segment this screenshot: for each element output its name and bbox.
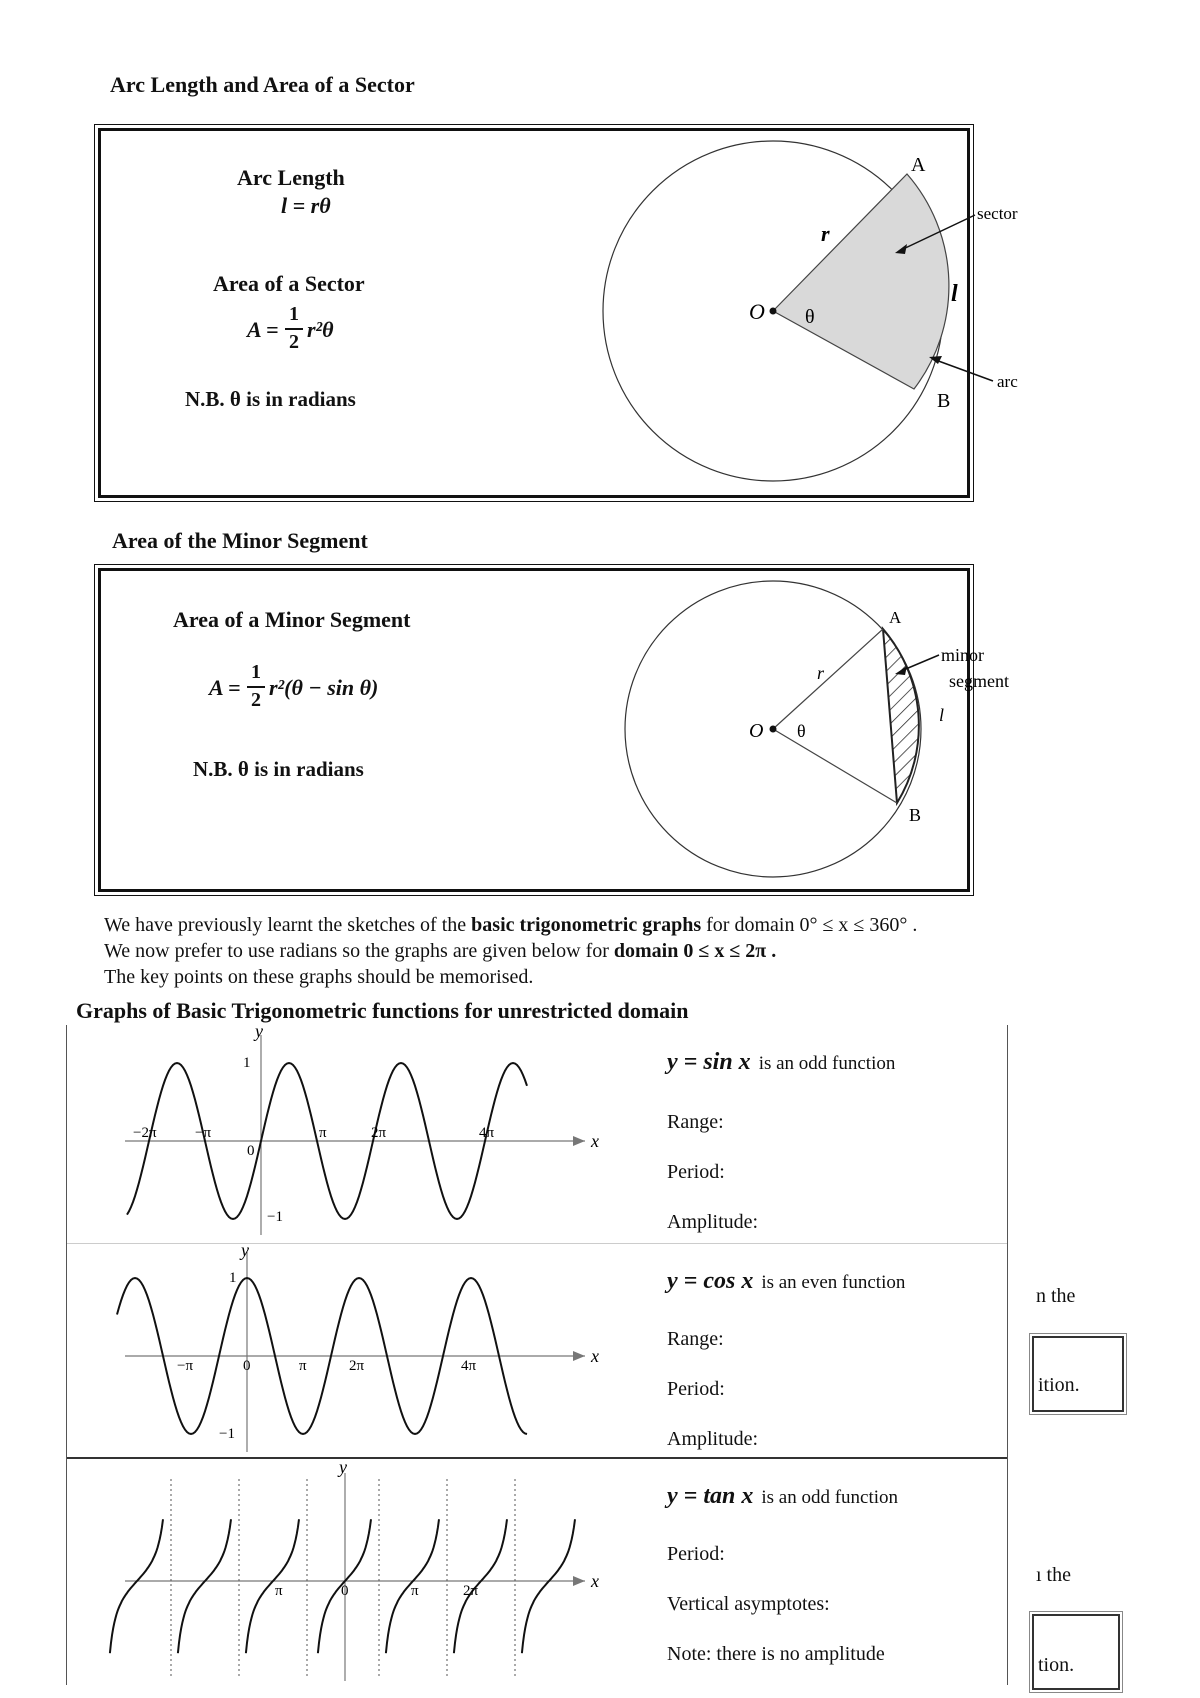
tick-label: π [299,1358,307,1374]
arc-length-label: l [939,705,945,725]
cos-period: Period: [667,1378,725,1400]
tan-branch [178,1519,231,1653]
cos-amplitude: Amplitude: [667,1428,759,1450]
radius-line-a [773,629,883,729]
cos-title: y = cos x is an even function [667,1268,906,1294]
tan-amplitude-note: Note: there is no amplitude [667,1643,885,1665]
intro-paragraph [104,912,1064,988]
formula-rhs: r²(θ − sin θ) [269,675,379,700]
intro-line-3: The key points on these graphs should be memorised. [104,966,534,988]
point-b-label: B [909,805,922,825]
graphs-heading: Graphs of Basic Trigonometric functions for unrestricted domain [76,998,689,1023]
fraction-bar [247,686,265,688]
radius-label: r [821,221,830,246]
arc-length-title: Arc Length [237,165,345,190]
x-axis-arrow [573,1136,585,1146]
sin-title: y = sin x is an odd function [667,1049,896,1075]
arc-label: arc [997,372,1018,391]
point-a-label: A [911,154,926,176]
tan-graph [107,1459,627,1685]
segment-label: segment [949,671,1009,691]
radians-note: N.B. θ is in radians [193,757,364,781]
radius-label: r [817,663,825,683]
section-heading-segment: Area of the Minor Segment [112,528,368,553]
tan-row [67,1457,1007,1685]
trig-graph-table [66,1021,1008,1685]
fraction-numerator: 1 [289,303,299,325]
angle-label: θ [797,721,806,741]
tan-period: Period: [667,1543,725,1565]
side-fragment: n the [1036,1285,1076,1307]
side-fragment: tion. [1038,1654,1075,1676]
origin-point [770,308,777,315]
minor-label: minor [941,645,984,665]
tick-label: 2π [371,1125,387,1141]
fraction-denominator: 2 [289,331,299,353]
side-box [1032,1614,1120,1690]
tick-label: 0 [243,1358,251,1374]
tan-branch [522,1519,575,1653]
fraction-denominator: 2 [251,689,261,711]
angle-label: θ [805,306,815,328]
cos-row [67,1240,1007,1458]
tick-label: π [411,1583,419,1599]
origin-label: O [749,720,764,742]
fraction-numerator: 1 [251,661,261,683]
tick-label: −π [177,1358,194,1374]
tan-asymptotes: Vertical asymptotes: [667,1593,830,1615]
segment-area-formula [209,661,429,721]
sin-period: Period: [667,1161,725,1183]
radians-note: N.B. θ is in radians [185,387,356,411]
side-fragment: ition. [1038,1374,1080,1396]
arc-arrow [933,359,993,381]
sin-range: Range: [667,1111,724,1133]
point-a-label: A [889,608,902,627]
fraction-bar [285,328,303,330]
y-min-label: −1 [219,1426,235,1442]
y-axis-label: y [241,1240,249,1260]
segment-area-title: Area of a Minor Segment [173,607,411,632]
x-axis-label: x [591,1131,599,1151]
tick-label: 0 [341,1583,349,1599]
cos-range: Range: [667,1328,724,1350]
sin-graph [107,1021,627,1243]
sector-label: sector [977,204,1018,223]
formula-lhs: A = [209,675,241,700]
tick-label: −2π [133,1125,157,1141]
tan-title: y = tan x is an odd function [667,1483,899,1509]
sector-box [98,128,1018,498]
sector-shading [773,174,949,389]
arc-length-label: l [951,281,958,307]
y-axis-label: y [339,1457,347,1477]
sector-area-title: Area of a Sector [213,271,365,296]
arc-length-formula: l = rθ [281,193,331,218]
tick-label: 4π [479,1125,495,1141]
side-fragment: ı the [1036,1564,1071,1586]
formula-lhs: A = [247,317,279,342]
sector-diagram [491,131,1018,489]
tan-branch [454,1519,507,1653]
sector-area-formula [247,303,387,363]
sin-row [67,1021,1007,1243]
cos-graph [107,1240,627,1458]
tick-label: 4π [461,1358,477,1374]
y-max-label: 1 [229,1270,237,1286]
origin-point [770,726,777,733]
tick-label: π [275,1583,283,1599]
y-max-label: 1 [243,1055,251,1071]
tick-label: 2π [463,1583,479,1599]
sin-amplitude: Amplitude: [667,1211,759,1233]
formula-rhs: r²θ [307,317,334,342]
tan-branch [246,1519,299,1653]
x-axis-arrow [573,1351,585,1361]
tick-label: 2π [349,1358,365,1374]
origin-label: O [749,299,765,324]
tan-curves [110,1479,575,1679]
y-min-label: −1 [267,1209,283,1225]
tick-label: −π [195,1125,212,1141]
intro-line-1: We have previously learnt the sketches of the basic trigonometric graphs for domain 0° ≤ x ≤ 360° . [104,914,918,936]
point-b-label: B [937,390,951,412]
section-heading-sector: Arc Length and Area of a Sector [110,72,415,97]
intro-line-2: We now prefer to use radians so the graphs are given below for domain 0 ≤ x ≤ 2π . [104,940,777,962]
tan-branch [110,1519,163,1653]
radius-line-b [773,729,897,803]
segment-diagram [491,571,1009,881]
tick-label: π [319,1125,327,1141]
segment-box [98,568,1009,892]
minor-arrow [901,655,939,671]
x-axis-arrow [573,1576,585,1586]
y-axis-label: y [255,1021,263,1041]
tick-label: 0 [247,1143,255,1159]
x-axis-label: x [591,1571,599,1591]
x-axis-label: x [591,1346,599,1366]
